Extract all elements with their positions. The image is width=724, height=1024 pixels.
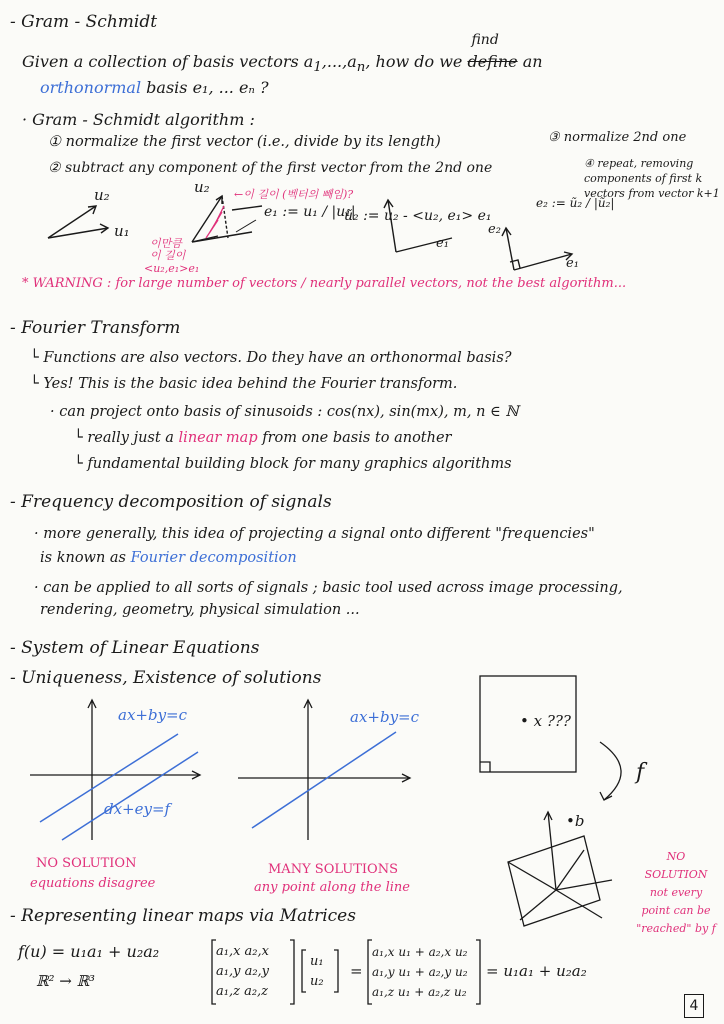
matrix-a-row: a₁,z a₂,z [216,984,269,999]
inner-product-note: <u₂,e₁>e₁ [144,262,200,275]
fourier-title: - Fourier Transform [10,318,181,338]
result-vector [372,942,468,1002]
vector-u [310,952,324,992]
given-sub-n: n [356,60,366,76]
given-an: an [522,52,543,71]
e2-label: e₂ [488,222,501,237]
frequency-line-4: rendering, geometry, physical simulation ... [40,602,360,618]
unknown-x-label: • x ??? [520,712,571,730]
page-number: 4 [684,994,704,1018]
u2-label-2: u₂ [194,178,210,196]
no-solution-f-note: NO SOLUTION not every point can be "reached" by f [636,850,716,935]
fourier-line-2: └ Yes! This is the basic idea behind the Fourier transform. [30,376,458,392]
u2-tilde-definition: ũ₂ := u₂ - <u₂, e₁> e₁ [344,208,492,224]
fourier-line-3: · can project onto basis of sinusoids : cos(nx), sin(mx), m, n ∈ ℕ [50,404,519,420]
correction-word: find [471,32,499,48]
given-mid: ,...,a [321,52,357,71]
vector-u-row: u₁ [310,954,324,969]
linear-map-term: linear map [178,430,258,446]
u1-label: u₁ [114,222,130,240]
no-solution-title: NO SOLUTION [36,856,137,871]
matrix-a [216,942,269,1002]
e1-definition: e₁ := u₁ / |u₁| [264,204,356,220]
g1-line1-label: ax+by=c [118,706,188,724]
no-solution-desc: equations disagree [30,876,156,891]
e1-label-3: e₁ [436,236,449,251]
korean-note: ←이 길이 (벡터의 빼임)? [234,188,354,201]
result-row: a₁,x u₁ + a₂,x u₂ [372,945,468,959]
orthonormal-word: orthonormal [40,78,142,97]
frequency-line-2-pre: is known as [40,550,126,566]
equals-sign: = [350,962,363,980]
step-1: ① normalize the first vector (i.e., divide by its length) [48,134,441,150]
linear-equations-title: - System of Linear Equations [10,638,260,658]
frequency-line-3: · can be applied to all sorts of signals ; basic tool used across image processing, [34,580,623,596]
g1-line2-label: dx+ey=f [104,800,171,818]
fourier-line-4-pre: └ really just a [74,430,174,446]
vector-u-row: u₂ [310,974,324,989]
given-sub-1: 1 [313,60,322,76]
frequency-title: - Frequency decomposition of signals [10,492,332,512]
gram-schmidt-title: - Gram - Schmidt [10,12,158,32]
given-text: Given a collection of basis vectors a [22,52,314,71]
f-of-u-equation: f(u) = u₁a₁ + u₂a₂ [18,942,160,961]
struck-word: define [467,52,518,71]
e2-definition: e₂ := ũ₂ / |ũ₂| [536,196,615,210]
matrices-title: - Representing linear maps via Matrices [10,906,356,926]
given-post: , how do we [365,52,463,71]
domain-mapping: ℝ² → ℝ³ [36,972,96,990]
f-label: f [636,760,645,785]
g2-line-label: ax+by=c [350,708,420,726]
frequency-line-1: · more generally, this idea of projecting a signal onto different "frequencies" [34,526,595,542]
algorithm-title: · Gram - Schmidt algorithm : [22,110,255,129]
result-equation: = u₁a₁ + u₂a₂ [486,962,587,980]
step-3: ③ normalize 2nd one [548,130,687,145]
matrix-a-row: a₁,y a₂,y [216,964,270,979]
many-solutions-title: MANY SOLUTIONS [268,862,398,877]
matrix-a-row: a₁,x a₂,x [216,944,269,959]
result-row: a₁,y u₁ + a₂,y u₂ [372,965,468,979]
e1-label-4: e₁ [566,256,579,271]
step-4: ④ repeat, removing components of first k vectors from vector k+1 [584,157,720,200]
basis-tail: basis e₁, ... eₙ ? [146,78,269,97]
korean-side-note: 이만큼 이 길이 [150,237,186,262]
uniqueness-title: - Uniqueness, Existence of solutions [10,668,322,688]
step-2: ② subtract any component of the first vector from the 2nd one [48,160,493,176]
many-solutions-desc: any point along the line [254,880,410,895]
fourier-decomposition-term: Fourier decomposition [130,550,297,566]
warning-note: * WARNING : for large number of vectors / nearly parallel vectors, not the best algorithm... [22,276,627,291]
fourier-line-4-post: from one basis to another [262,430,452,446]
fourier-line-5: └ fundamental building block for many graphics algorithms [74,456,512,472]
result-row: a₁,z u₁ + a₂,z u₂ [372,985,467,999]
fourier-line-1: └ Functions are also vectors. Do they have an orthonormal basis? [30,350,512,366]
u2-label: u₂ [94,186,110,204]
b-label: •b [566,812,585,830]
